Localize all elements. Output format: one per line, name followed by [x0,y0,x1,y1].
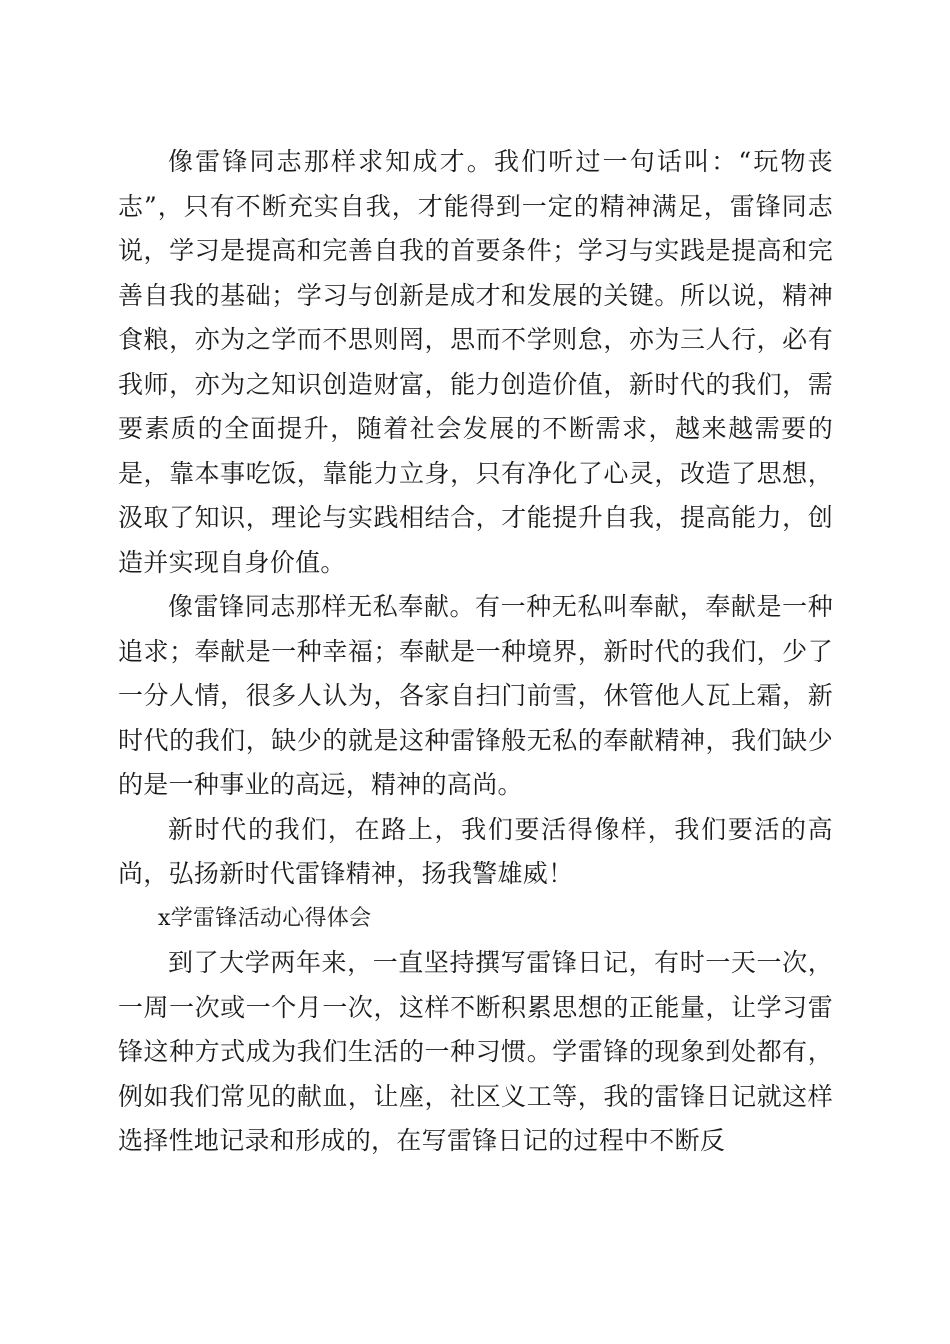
paragraph-study: 像雷锋同志那样求知成才。我们听过一句话叫：“玩物丧志”，只有不断充实自我，才能得到一定的精神满足，雷锋同志说，学习是提高和完善自我的首要条件；学习与实践是提高和完善自我的基础；学习与创新是成才和发展的关键。所以说，精神食粮，亦为之学而不思则罔，思而不学则怠，亦为三人行，必有我师，亦为之知识创造财富，能力创造价值，新时代的我们，需要素质的全面提升，随着社会发展的不断需求，越来越需要的是，靠本事吃饭，靠能力立身，只有净化了心灵，改造了思想，汲取了知识，理论与实践相结合，才能提升自我，提高能力，创造并实现自身价值。 [118,147,833,577]
paragraph-dedication: 像雷锋同志那样无私奉献。有一种无私叫奉献，奉献是一种追求；奉献是一种幸福；奉献是一种境界，新时代的我们，少了一分人情，很多人认为，各家自扫门前雪，休管他人瓦上霜，新时代的我们，缺少的就是这种雷锋般无私的奉献精神，我们缺少的是一种事业的高远，精神的高尚。 [118,592,833,799]
document-body [118,140,833,1164]
section-heading: x学雷锋活动心得体会 [158,905,372,931]
paragraph-diary: 到了大学两年来，一直坚持撰写雷锋日记，有时一天一次，一周一次或一个月一次，这样不断积累思想的正能量，让学习雷锋这种方式成为我们生活的一种习惯。学雷锋的现象到处都有，例如我们常见的献血，让座，社区义工等，我的雷锋日记就这样选择性地记录和形成的，在写雷锋日记的过程中不断反 [118,948,833,1155]
paragraph-conclusion: 新时代的我们，在路上，我们要活得像样，我们要活的高尚，弘扬新时代雷锋精神，扬我警雄威！ [118,814,833,888]
